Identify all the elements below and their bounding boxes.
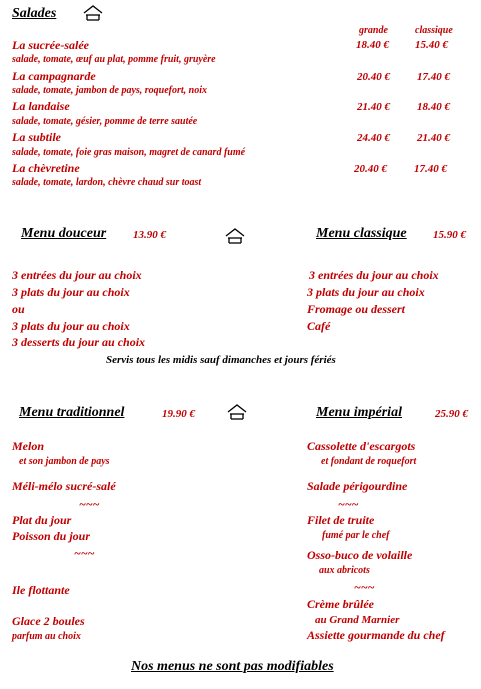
salade-name: La landaise [12, 99, 70, 113]
menu-douceur-line: 3 plats du jour au choix [12, 319, 130, 333]
home-icon[interactable] [226, 404, 248, 420]
salade-desc: salade, tomate, foie gras maison, magret de canard fumé [12, 147, 246, 158]
salade-desc: salade, tomate, lardon, chèvre chaud sur toast [12, 177, 202, 188]
menu-classique-line: Fromage ou dessert [307, 302, 406, 316]
salade-price-classique: 15.40 € [415, 39, 448, 51]
menu-imperial-line: aux abricots [319, 565, 370, 576]
menu-classique-line: 3 entrées du jour au choix [309, 268, 439, 282]
salade-desc: salade, tomate, gésier, pomme de terre sautée [12, 116, 198, 127]
menu-douceur-price: 13.90 € [133, 229, 166, 241]
salade-price-classique: 21.40 € [417, 132, 450, 144]
salade-desc: salade, tomate, œuf au plat, pomme fruit, gruyère [12, 54, 216, 65]
menu-douceur-line: ou [12, 302, 25, 316]
salade-price-grande: 20.40 € [354, 163, 387, 175]
menu-douceur-line: 3 desserts du jour au choix [12, 335, 146, 349]
separator: ~~~ [354, 580, 375, 594]
salade-name: La campagnarde [12, 69, 96, 83]
menu-traditionnel-line: et son jambon de pays [19, 456, 110, 467]
salade-price-classique: 17.40 € [417, 71, 450, 83]
menu-traditionnel-title: Menu traditionnel [19, 405, 125, 420]
menu-traditionnel-line: Glace 2 boules [12, 614, 85, 628]
menu-imperial-price: 25.90 € [435, 408, 468, 420]
salade-desc: salade, tomate, jambon de pays, roquefort, noix [12, 85, 207, 96]
menu-traditionnel-line: Méli-mélo sucré-salé [12, 479, 116, 493]
menu-imperial-line: Filet de truite [307, 513, 375, 527]
salade-price-grande: 21.40 € [357, 101, 390, 113]
menu-classique-line: 3 plats du jour au choix [307, 285, 425, 299]
menu-imperial-line: Assiette gourmande du chef [307, 628, 445, 642]
col-classique: classique [415, 25, 453, 36]
menu-imperial-title: Menu impérial [316, 405, 402, 420]
menu-imperial-line: fumé par le chef [322, 530, 390, 541]
menu-imperial-line: Osso-buco de volaille [307, 548, 413, 562]
menu-douceur-line: 3 entrées du jour au choix [12, 268, 142, 282]
menu-traditionnel-line: Plat du jour [12, 513, 72, 527]
salade-price-grande: 20.40 € [357, 71, 390, 83]
footer-note: Nos menus ne sont pas modifiables [131, 659, 334, 674]
served-note: Servis tous les midis sauf dimanches et jours fériés [106, 354, 336, 366]
menu-traditionnel-line: Melon [12, 439, 45, 453]
menu-imperial-line: Salade périgourdine [307, 479, 408, 493]
menu-imperial-line: Cassolette d'escargots [307, 439, 416, 453]
menu-classique-title: Menu classique [316, 226, 407, 241]
menu-traditionnel-price: 19.90 € [162, 408, 195, 420]
menu-traditionnel-line: Poisson du jour [12, 529, 91, 543]
salades-title: Salades [12, 6, 57, 21]
home-icon[interactable] [82, 5, 104, 21]
menu-douceur-line: 3 plats du jour au choix [12, 285, 130, 299]
salade-price-grande: 18.40 € [356, 39, 389, 51]
menu-traditionnel-line: parfum au choix [12, 631, 81, 642]
col-grande: grande [359, 25, 388, 36]
menu-traditionnel-line: Ile flottante [12, 583, 70, 597]
salade-price-classique: 18.40 € [417, 101, 450, 113]
salade-price-classique: 17.40 € [414, 163, 447, 175]
salade-name: La subtile [12, 130, 62, 144]
home-icon[interactable] [224, 228, 246, 244]
menu-imperial-line: au Grand Marnier [315, 614, 400, 626]
salade-name: La sucrée-salée [12, 38, 89, 52]
salade-name: La chèvretine [12, 161, 80, 175]
separator: ~~~ [74, 546, 95, 560]
menu-imperial-line: Crème brûlée [307, 597, 374, 611]
separator: ~~~ [338, 497, 359, 511]
separator: ~~~ [79, 497, 100, 511]
salade-price-grande: 24.40 € [357, 132, 390, 144]
menu-imperial-line: et fondant de roquefort [321, 456, 417, 467]
menu-classique-line: Café [307, 319, 331, 333]
menu-classique-price: 15.90 € [433, 229, 466, 241]
menu-douceur-title: Menu douceur [21, 226, 107, 241]
